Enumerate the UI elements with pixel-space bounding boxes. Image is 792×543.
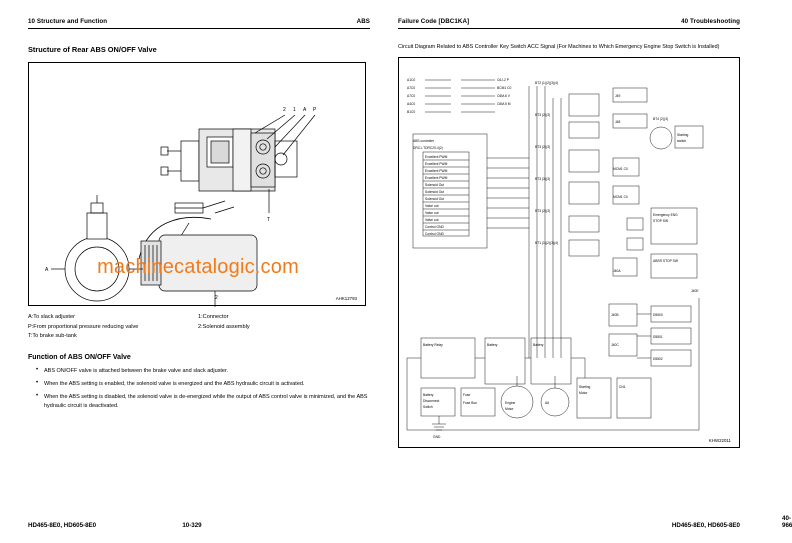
- svg-text:Emergency ENG: Emergency ENG: [653, 213, 678, 218]
- left-header-section: ABS: [356, 18, 370, 25]
- svg-text:BCM1 C0: BCM1 C0: [497, 86, 512, 91]
- svg-text:Alt: Alt: [545, 401, 549, 406]
- svg-text:J40C: J40C: [611, 343, 619, 348]
- right-footer-page: 40-966: [782, 515, 792, 529]
- svg-text:2: 2: [283, 107, 286, 113]
- svg-text:Battery: Battery: [487, 343, 498, 348]
- svg-text:Motor: Motor: [579, 391, 588, 396]
- svg-text:C6M-5 M: C6M-5 M: [497, 102, 511, 107]
- svg-text:STOP SW: STOP SW: [653, 219, 669, 224]
- svg-text:Starting: Starting: [579, 385, 591, 390]
- svg-text:A7C0: A7C0: [407, 86, 416, 91]
- svg-text:Valve out: Valve out: [425, 218, 439, 223]
- svg-text:Starting: Starting: [677, 133, 689, 138]
- svg-text:Fuse Box: Fuse Box: [463, 401, 477, 406]
- svg-text:Valve out: Valve out: [425, 211, 439, 216]
- left-page-header: [28, 18, 370, 29]
- svg-text:J48: J48: [615, 120, 621, 125]
- svg-text:Solenoid Out: Solenoid Out: [425, 183, 445, 188]
- right-footer-model: HD465-8E0, HD605-8E0: [671, 522, 740, 529]
- svg-text:D5500: D5500: [653, 313, 663, 318]
- svg-text:CN1: CN1: [619, 385, 626, 390]
- svg-text:J40A: J40A: [613, 269, 621, 274]
- list-item: • When the ABS setting is enabled, the solenoid valve is energized and the ABS hydraulic circuit is activated.: [38, 380, 370, 389]
- svg-text:Battery: Battery: [423, 393, 434, 398]
- svg-text:Engine: Engine: [505, 401, 516, 406]
- svg-text:B1C0: B1C0: [407, 110, 416, 115]
- svg-text:Excellent PWM: Excellent PWM: [425, 155, 448, 160]
- svg-text:C6J-2 P: C6J-2 P: [497, 78, 509, 83]
- svg-text:D5501: D5501: [653, 335, 663, 340]
- legend-item-p: P:From proportional pressure reducing valve: [28, 323, 139, 330]
- svg-text:BT2 (1)(2)(3)(4): BT2 (1)(2)(3)(4): [535, 81, 559, 86]
- left-footer-page: 10-329: [182, 522, 202, 529]
- svg-text:Control GND: Control GND: [425, 232, 444, 237]
- svg-text:Valve out: Valve out: [425, 204, 439, 209]
- svg-text:Solenoid Out: Solenoid Out: [425, 197, 445, 202]
- svg-text:ABSR STOP SW: ABSR STOP SW: [653, 259, 678, 264]
- svg-text:D5502: D5502: [653, 357, 663, 362]
- svg-text:MCM1 C0: MCM1 C0: [613, 167, 628, 172]
- list-item: • ABS ON/OFF valve is attached between the brake valve and slack adjuster.: [38, 367, 370, 376]
- right-header-section: 40 Troubleshooting: [681, 18, 740, 25]
- svg-text:J40E: J40E: [691, 289, 699, 294]
- svg-text:Solenoid Out: Solenoid Out: [425, 190, 445, 195]
- left-header-title: 10 Structure and Function: [28, 18, 108, 25]
- right-page: [384, 0, 792, 543]
- svg-text:GND: GND: [433, 435, 441, 440]
- svg-text:P: P: [313, 107, 317, 113]
- svg-text:BT1 (1)(2)(3)(4): BT1 (1)(2)(3)(4): [535, 241, 559, 246]
- svg-text:Excellent PWM: Excellent PWM: [425, 169, 448, 174]
- legend-item-t: T:To brake sub-tank: [28, 333, 77, 339]
- list-item: • When the ABS setting is disabled, the solenoid valve is de-energized while the output of ABS control valve is minimized, and the ABS hydraulic circuit is deactivated.: [38, 393, 370, 411]
- svg-text:A: A: [303, 107, 307, 113]
- svg-text:J40B: J40B: [611, 313, 619, 318]
- svg-text:A7C0: A7C0: [407, 94, 416, 99]
- watermark: machinecatalogic.com: [97, 256, 299, 278]
- svg-text:A1C0: A1C0: [407, 78, 416, 83]
- svg-text:Control GND: Control GND: [425, 225, 444, 230]
- svg-text:Disconnect: Disconnect: [423, 399, 440, 404]
- svg-text:A4C0: A4C0: [407, 102, 416, 107]
- svg-text:2: 2: [215, 295, 218, 301]
- svg-text:J49: J49: [615, 94, 621, 99]
- left-figure-code: AHK12793: [335, 296, 357, 301]
- svg-text:Excellent PWM: Excellent PWM: [425, 176, 448, 181]
- svg-text:1: 1: [293, 107, 296, 113]
- function-bullet-list: [28, 367, 370, 411]
- svg-text:MCM1 C0: MCM1 C0: [613, 195, 628, 200]
- left-footer-model: HD465-8E0, HD605-8E0: [28, 522, 97, 529]
- svg-text:BT3 (2)(3): BT3 (2)(3): [535, 113, 551, 118]
- svg-text:Switch: Switch: [423, 405, 433, 410]
- svg-text:DRC1-TDRC20-4(2): DRC1-TDRC20-4(2): [413, 146, 443, 151]
- svg-text:Battery: Battery: [533, 343, 544, 348]
- svg-text:BT4 (2)(3): BT4 (2)(3): [653, 117, 669, 122]
- svg-text:BT3 (2)(3): BT3 (2)(3): [535, 145, 551, 150]
- legend-item-a: A:To slack adjuster: [28, 314, 75, 320]
- legend-item-1: 1:Connector: [198, 314, 229, 320]
- right-figure-code: KHW22011: [708, 438, 731, 444]
- svg-text:ABS controller: ABS controller: [413, 139, 435, 144]
- svg-text:Excellent PWM: Excellent PWM: [425, 162, 448, 167]
- svg-text:BT3 (3)(3): BT3 (3)(3): [535, 177, 551, 182]
- svg-text:Fuse: Fuse: [463, 393, 471, 398]
- svg-text:BT3 (2)(3): BT3 (2)(3): [535, 209, 551, 214]
- left-legend: [28, 313, 370, 342]
- right-page-header: [398, 18, 740, 29]
- svg-text:Motor: Motor: [505, 407, 514, 412]
- svg-text:T: T: [267, 217, 271, 223]
- legend-item-2: 2:Solenoid assembly: [198, 323, 250, 330]
- right-header-title: Failure Code [DBC1KA]: [398, 18, 470, 25]
- svg-text:switch: switch: [677, 139, 687, 144]
- circuit-diagram-note: Circuit Diagram Related to ABS Controller Key Switch ACC Signal (For Machines to Which Emergency Engine Stop Switch is Installed): [398, 44, 720, 50]
- svg-text:C6M-6 V: C6M-6 V: [497, 94, 511, 99]
- left-subsection-title: Function of ABS ON/OFF Valve: [28, 353, 131, 361]
- svg-text:Battery Relay: Battery Relay: [423, 343, 443, 348]
- left-section-title: Structure of Rear ABS ON/OFF Valve: [28, 45, 157, 54]
- circuit-diagram-figure: [398, 57, 740, 448]
- svg-text:A: A: [45, 267, 49, 273]
